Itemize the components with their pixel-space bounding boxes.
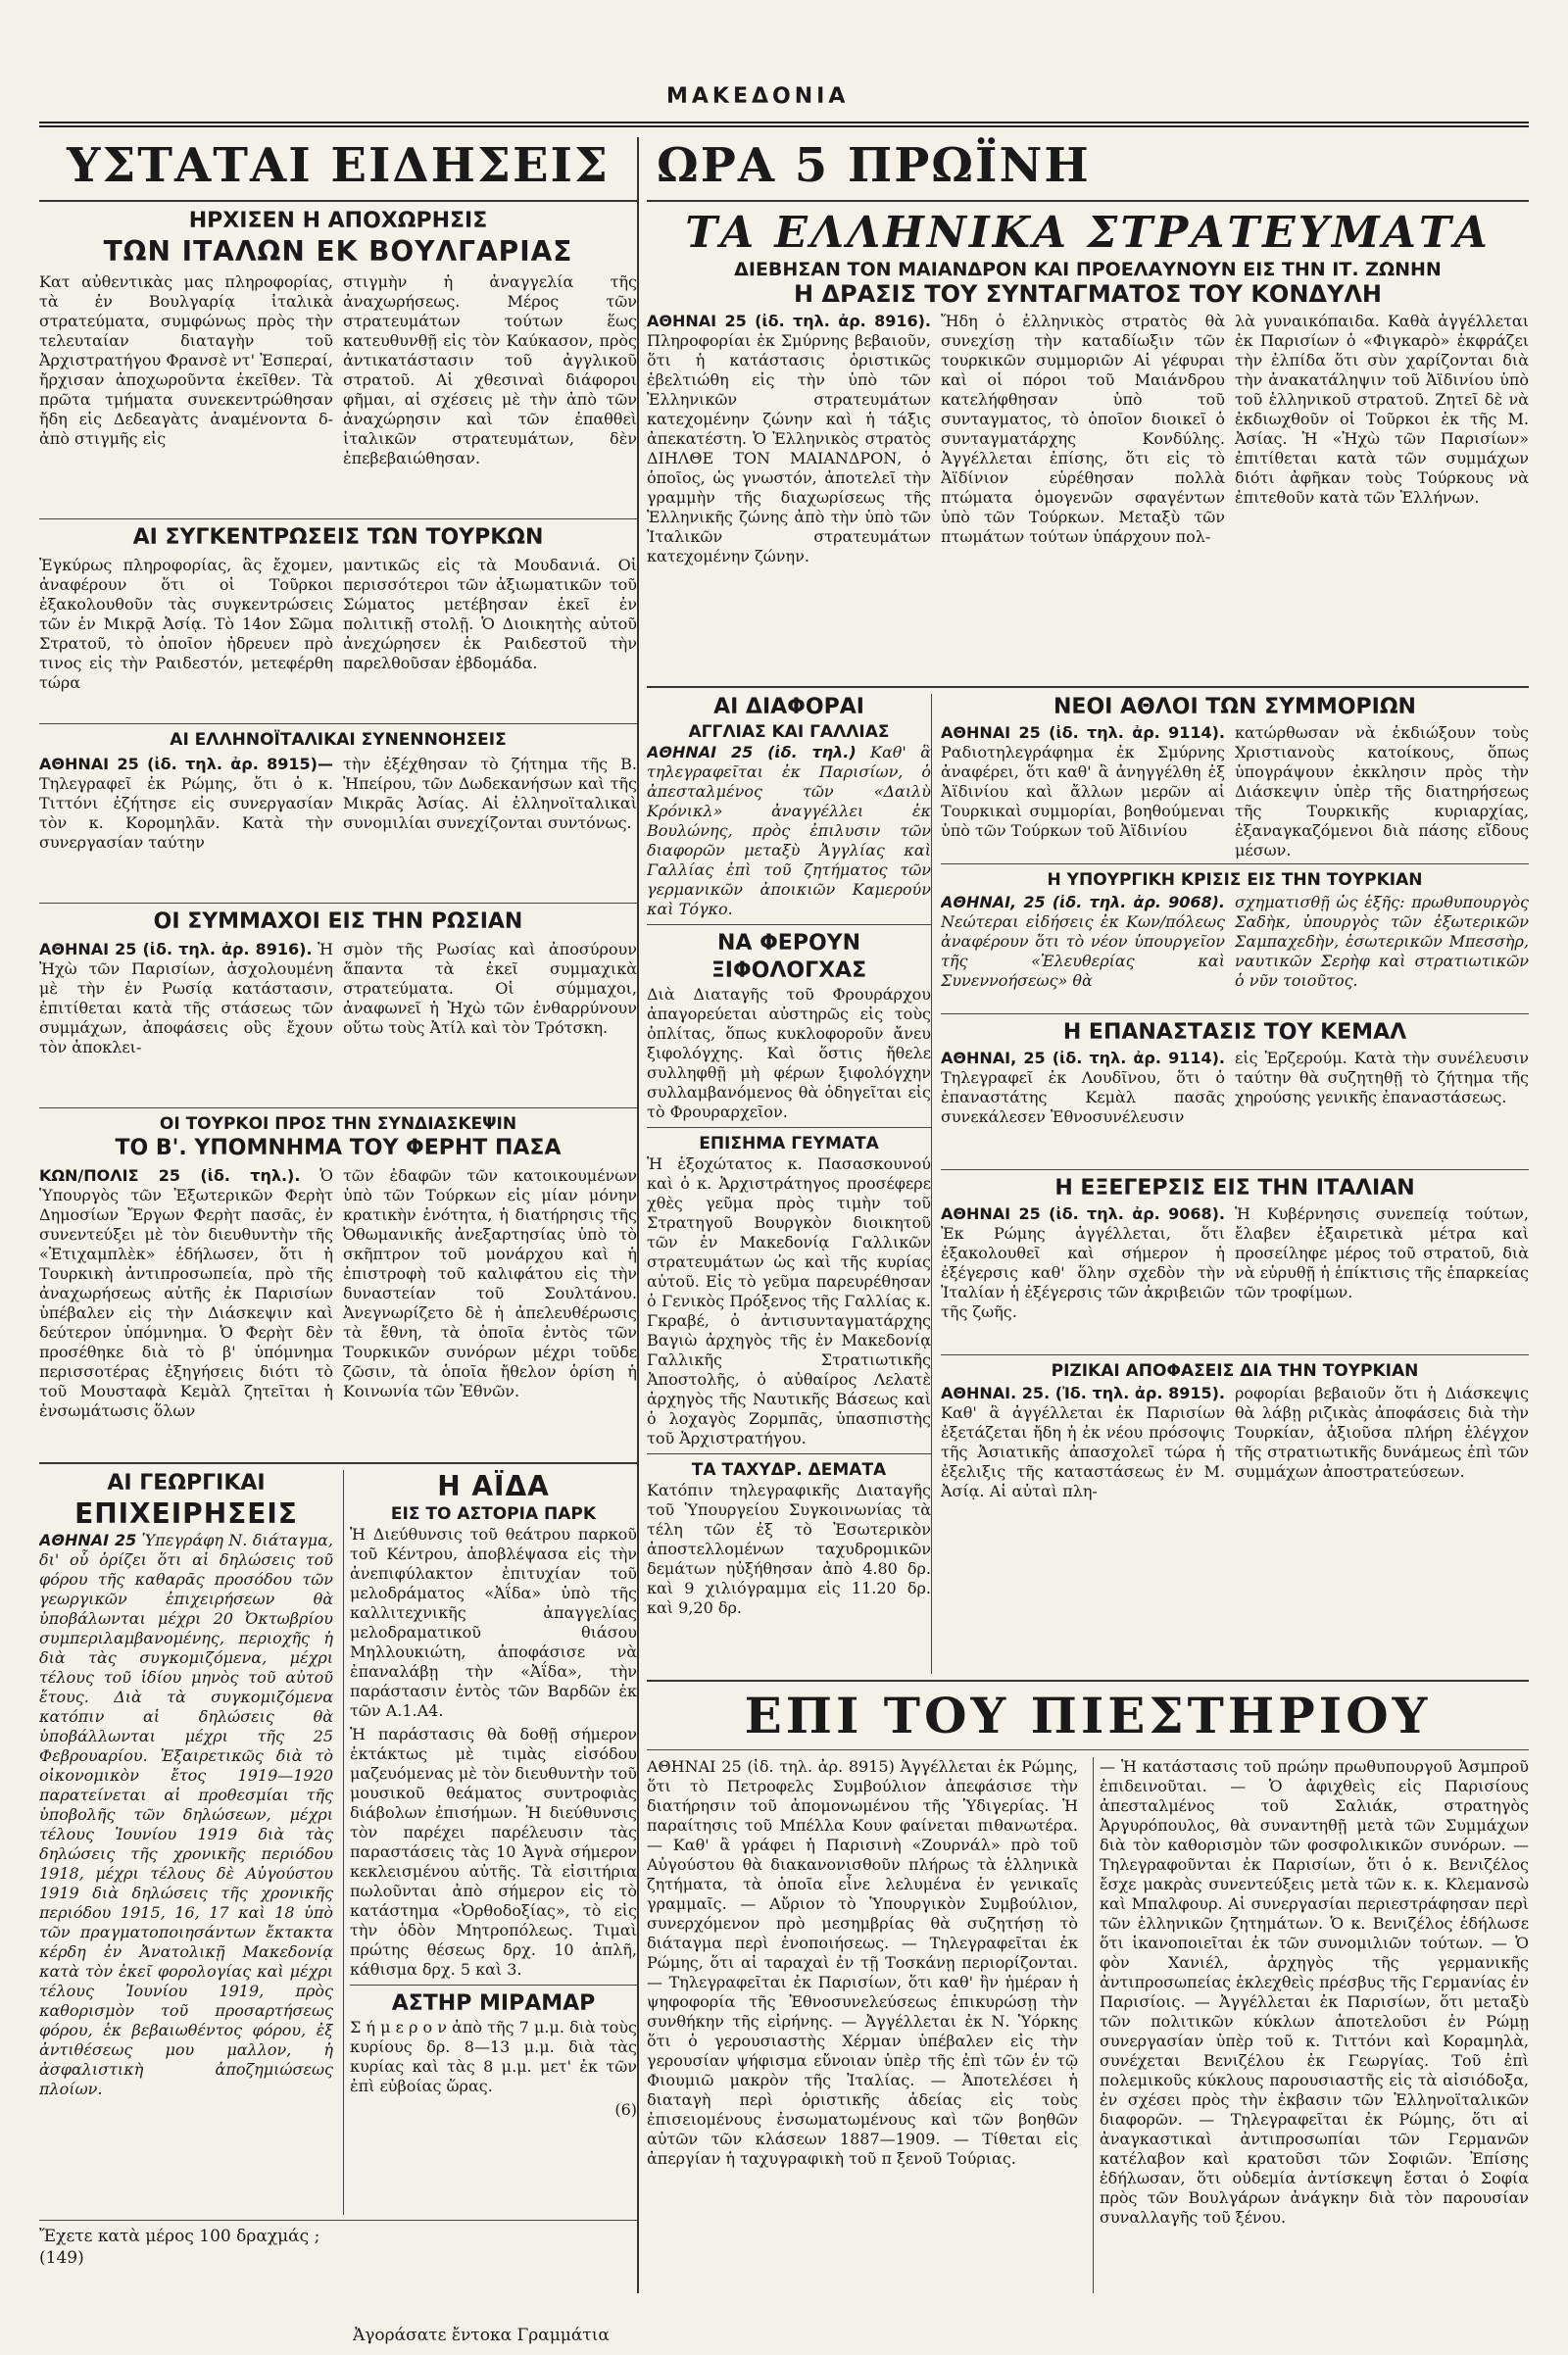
dateline: ΑΘΗΝΑΙ, 25 (ἰδ. τηλ. ἀρ. 9068).: [941, 893, 1225, 911]
article-text: ροφορίαι βεβαιοῦν ὅτι ἡ Διάσκεψις θὰ λάβῃ ριζικὰς ἀποφάσεις διὰ τὴν Τουρκίαν, ἀξιοῦσα πλήρη ἐλέγχον τῆς στρατιωτικῆς δυνάμεως ἐπὶ τῶν συμμάχων ἀποστρατεύσεων.: [1235, 1384, 1529, 1481]
article-text: Κατόπιν τηλεγραφικῆς Διαταγῆς τοῦ Ὑπουργείου Συγκοινωνίας τὰ τέλη τῶν ἐξ τὸ Ἐσωτερικὸν ἀποστελλομένων ταχυδρομικῶν δεμάτων ηὐξήθησαν ἀπὸ 4.80 δρ. καὶ 9 χιλιόγραμμα εἰς 11.20 δρ. καὶ 9,20 δρ.: [647, 1481, 931, 1617]
right-section-header: ΩΡΑ 5 ΠΡΩΪΝΗ: [657, 138, 1091, 193]
article-subheadline: ΑΓΓΛΙΑΣ ΚΑΙ ΓΑΛΛΙΑΣ: [688, 722, 890, 742]
article-text: Ἡ ἐξοχώτατος κ. Πασασκουνού καὶ ὁ κ. Ἀρχιστράτηγος προσέφερε χθὲς γεῦμα πρὸς τιμὴν τοῦ Στρατηγοῦ Βουργκὸν διοικητοῦ τῶν ἐν Μακεδονίᾳ Γαλλικῶν στρατευμάτων ὡς καὶ τῆς κυρίας αὐτοῦ. Εἰς τὸ γεῦμα παρευρέθησαν ὁ Γενικὸς Πρόξενος τῆς Γαλλίας κ. Γκραβέ, ὁ ἀντισυνταγματάρχης Βαγιὼ ἀρχηγὸς τῆς ἐν Μακεδονίᾳ Γαλλικῆς Στρατιωτικῆς Ἀποστολῆς, ὁ αὐθαίρος Λελατὲ ἀρχηγὸς τῆς Ναυτικῆς Βάσεως καὶ ὁ λοχαγὸς Ζορμπᾶς, ὑπασπιστὴς τοῦ Ἀρχιστρατήγου.: [647, 1154, 931, 1447]
article-column: [941, 1049, 1225, 1164]
divider: [941, 1169, 1529, 1170]
divider: [941, 863, 1529, 864]
article-text: εἰς Ἐρζερούμ. Κατὰ τὴν συνέλευσιν ταύτην θὰ συζητηθῇ τὸ ζήτημα τῆς χηρούσης γενικῆς ἐπαναστάσεως.: [1235, 1049, 1529, 1106]
divider: [350, 1985, 637, 1986]
footer-ad-number: (149): [39, 2248, 84, 2268]
article-headline: ΑΙ ΓΕΩΡΓΙΚΑΙ: [107, 1471, 266, 1496]
article-subheadline: ΕΠΙΧΕΙΡΗΣΕΙΣ: [74, 1497, 298, 1530]
article-column: [39, 940, 333, 1103]
article-text: σμὸν τῆς Ρωσίας καὶ ἀποσύρουν ἅπαντα τὰ ἐκεῖ συμμαχικὰ στρατεύματα. Οἱ σύμμαχοι, ἀναφωνεῖ ἡ Ἠχὼ τῶν ἐνθαρρύνουν οὕτω τοὺς Ἀτίλ καὶ τὸν Τρότσκη.: [343, 940, 637, 1037]
article-column: [343, 755, 637, 898]
article-column: [941, 1204, 1225, 1349]
article-headline: ΝΑ ΦΕΡΟΥΝ: [717, 931, 860, 956]
divider: [39, 723, 637, 724]
dateline: ΚΩΝ/ΠΟΛΙΣ 25 (ἰδ. τηλ.).: [39, 1166, 301, 1185]
ad-headline: ΑΣΤΗΡ ΜΙΡΑΜΑΡ: [391, 1991, 596, 2016]
article-column: [343, 1166, 637, 1456]
article-text: τὴν ἐξέχθησαν τὸ ζήτημα τῆς Β. Ἠπείρου, τῶν Δωδεκανήσων καὶ τῆς Μικρᾶς Ἀσίας. Αἱ ἑλληνοϊταλικαὶ συνομιλίαι συνεχίζονται συντόνως.: [343, 755, 637, 832]
article-text: λὰ γυναικόπαιδα. Καθὰ ἀγγέλλεται ἐκ Παρισίων ὁ «Φιγκαρὸ» ἐκφράζει τὴν ἐλπίδα ὅτι σὺν χαρίζονται διὰ τὴν ἀνακατάληψιν τοῦ Ἀϊδινίου ὑπὸ τοῦ ἑλληνικοῦ στρατοῦ. Ζητεῖ δὲ νὰ ἐκδιωχθοῦν οἱ Τοῦρκοι ἐκ τῆς Μ. Ἀσίας. Ἡ «Ἠχὼ τῶν Παρισίων» ἐπιτίθεται κατὰ τῶν συμμάχων διότι ἀφῆκαν τοὺς Τούρκους νὰ ἐπιτεθοῦν κατὰ τῶν Ἑλλήνων.: [1235, 312, 1529, 507]
article-column: [1235, 312, 1529, 680]
article-column: [647, 694, 932, 1674]
divider: [647, 1680, 1529, 1682]
article-headline: ΑΙ ΔΙΑΦΟΡΑΙ: [713, 695, 864, 719]
divider: [39, 903, 637, 904]
article-column: [343, 940, 637, 1103]
article-column: [1235, 1049, 1529, 1164]
article-text: Διὰ Διαταγῆς τοῦ Φρουράρχου ἀπαγορεύεται αὐστηρῶς εἰς τοὺς ὁπλίτας, ὅπως κυκλοφοροῦν ἄνευ ξιφολόγχης. Καὶ ὅστις ἤθελε συλληφθῇ μὴ φέρων ξιφολόγχην συλλαμβανόμενος θὰ ὁδηγεῖται εἰς τὸ Φρουραρχεῖον.: [647, 985, 931, 1121]
masthead: [39, 78, 1529, 127]
divider: [647, 1127, 931, 1128]
article-column: [1093, 1757, 1529, 2293]
article-text: Τηλεγραφεῖ ἐκ Λουδῖνου, ὅτι ὁ ἐπαναστάτης Κεμὰλ πασᾶς συνεκάλεσεν Ἐθνοσυνέλευσιν: [941, 1068, 1225, 1126]
article-text: Ὑπεγράφη Ν. διάταγμα, δι' οὗ ὁρίζει ὅτι αἱ δηλώσεις τοῦ φόρου τῆς καθαρᾶς προσόδου τῶν γεωργικῶν ἐπιχειρήσεων θὰ ὑποβάλωνται μέχρι 20 Ὀκτωβρίου συμπεριλαμβανομένης, περιοχῆς ἡ διὰ τὰς συγκομιζόμενα, μέχρι τέλους τοῦ ἰδίου μηνὸς τοῦ αὐτοῦ ἔτους. Διὰ τὰ συγκομιζόμενα κατόπιν αἱ δηλώσεις θὰ ὑποβάλλωνται μέχρι τῆς 25 Φεβρουαρίου. Ἐξαιρετικῶς διὰ τὸ οἰκονομικὸν ἔτος 1919—1920 παρατείνεται αἱ προθεσμίαι τῆς ὑποβολῆς τῶν δηλώσεων, μέχρι τέλους Ἰουνίου 1919 διὰ τὰς δηλώσεις τῆς χρονικῆς περιόδου 1918, μέχρι τέλους δὲ Αὐγούστου 1919 διὰ δηλώσεις τῆς χρονικῆς περιόδου 1915, 16, 17 καὶ 18 ὑπὸ τῶν πραγματοποιησάντων ἔκτακτα κέρδη ἐν Ἀνατολικῇ Μακεδονίᾳ κατὰ τὸν ἐκεῖ φορολογίας καὶ μέχρι τέλους Ἰουνίου 1919, πρὸς καθορισμὸν τοῦ προσαρτήσεως φόρου, ἐκ βεβαιωθέντος φόρου, ἐξ ἀντιθέσεως μου μαλλον, ἡ ἀσφαλιστικὴ ἀποζημιώσεως πλοίων.: [39, 1531, 333, 2098]
article-column: [39, 556, 333, 718]
article-column: [39, 1166, 333, 1456]
article-headline: ΗΡΧΙΣΕΝ Η ΑΠΟΧΩΡΗΣΙΣ: [188, 209, 488, 233]
article-column: [343, 1470, 637, 2215]
divider: [941, 1354, 1529, 1355]
divider: [39, 200, 637, 202]
article-column: [941, 312, 1225, 680]
article-text: Ἡ Ἠχὼ τῶν Παρισίων, ἀσχολουμένη μὲ τὴν ἐν Ρωσίᾳ κατάστασιν, ἐπιτίθεται κατὰ τῆς στάσεως τῶν συμμάχων, ἀποφάσεις οὓς ἔχουν τὸν ἀποκλει-: [39, 940, 333, 1056]
article-column: [941, 893, 1225, 1008]
left-column: [39, 137, 639, 2293]
article-column: [1235, 893, 1529, 1008]
article-headline: ΑΙ ΕΛΛΗΝΟΪΤΑΛΙΚΑΙ ΣΥΝΕΝΝΟΗΣΕΙΣ: [170, 730, 507, 750]
article-subheadline: ΞΙΦΟΛΟΓΧΑΣ: [710, 958, 867, 983]
article-headline: ΑΙ ΣΥΓΚΕΝΤΡΩΣΕΙΣ ΤΩΝ ΤΟΥΡΚΩΝ: [132, 525, 544, 550]
article-text: Νεώτεραι εἰδήσεις ἐκ Κων/πόλεως ἀναφέρουν ὅτι τὸ νέον ὑπουργεῖον τῆς «Ἐλευθερίας καὶ Συνεννοήσεως» θὰ: [941, 912, 1225, 990]
article-text: μαντικῶς εἰς τὰ Μουδανιά. Οἱ περισσότεροι τῶν ἀξιωματικῶν τοῦ Σώματος μετέβησαν ἐκεῖ ἐν πολιτικῇ στολῇ. Ὁ Διοικητὴς αὐτοῦ ἀνεχώρησεν ἐκ Ραιδεστοῦ τὴν παρελθοῦσαν ἑβδομάδα.: [343, 556, 637, 672]
footer-ad-line: Ἔχετε κατὰ μέρος 100 δραχμάς ;: [39, 2227, 320, 2246]
article-text: Ραδιοτηλεγράφημα ἐκ Σμύρνης ἀναφέρει, ὅτι καθ' ἃ ἀνηγγέλθη ἐξ Ἀϊδινίου καὶ ἄλλων μερῶν αἱ Τουρκικαὶ συμμορίαι, βοηθούμεναι ὑπὸ τῶν Τούρκων τοῦ Ἀϊδινίου: [941, 743, 1225, 840]
dateline: ΑΘΗΝΑΙ 25 (ἰδ. τηλ. ἀρ. 8915)—: [39, 755, 333, 773]
dateline: ΑΘΗΝΑΙ 25 (ἰδ. τηλ. ἀρ. 9068).: [941, 1204, 1225, 1223]
article-subheadline: ΤΟ Β'. ΥΠΟΜΝΗΜΑ ΤΟΥ ΦΕΡΗΤ ΠΑΣΑ: [115, 1136, 562, 1160]
article-column: [941, 1384, 1225, 1548]
dateline: ΑΘΗΝΑΙ 25 (ἰδ. τηλ. ἀρ. 8916).: [647, 312, 931, 330]
divider: [647, 924, 931, 925]
main-headline: ΤΑ ΕΛΛΗΝΙΚΑ ΣΤΡΑΤΕΥΜΑΤΑ: [685, 208, 1491, 258]
article-headline: Η ΕΞΕΓΕΡΣΙΣ ΕΙΣ ΤΗΝ ΙΤΑΛΙΑΝ: [1054, 1176, 1415, 1201]
divider: [647, 200, 1529, 202]
article-headline: ΝΕΟΙ ΑΘΛΟΙ ΤΩΝ ΣΥΜΜΟΡΙΩΝ: [1054, 695, 1416, 719]
article-headline: ΟΙ ΣΥΜΜΑΧΟΙ ΕΙΣ ΤΗΝ ΡΩΣΙΑΝ: [153, 909, 523, 934]
dateline: ΑΘΗΝΑΙ, 25 (ἰδ. τηλ. ἀρ. 9114).: [941, 1049, 1225, 1067]
article-text: Κατ αὐθεντικὰς μας πληροφορίας, τὰ ἐν Βουλγαρίᾳ ἰταλικὰ στρατεύματα, συμφώνως πρὸς τὴν τελευταίαν διαταγὴν τοῦ Ἀρχιστρατήγου Φρανσὲ ντ' Ἐσπεραί, ἤρχισαν ἀποχωροῦντα ἐκεῖθεν. Τὰ πρῶτα τμήματα συνεκεντρώθησαν ἤδη εἰς Δεδεαγὰτς ἀναμένοντα δ- ἀπὸ στιγμῆς εἰς: [39, 272, 333, 448]
ad-text: Σ ή μ ε ρ ο ν ἀπὸ τῆς 7 μ.μ. διὰ τοὺς κυρίους δρ. 8—13 μ.μ. διὰ τὰς κυρίας καὶ τὰς 8 μ.μ. μετ' ἐκ τῶν ἐπὶ εὐβοίας ὥρας.: [350, 2018, 637, 2095]
article-text: Ἡ παράστασις θὰ δοθῇ σήμερον ἐκτάκτως μὲ τιμὰς εἰσόδου μαζευόμενας μὲ τὸν διευθυντὴν τοῦ μουσικοῦ θεάματος συντροφιὰς διάβολων ἐπισήμων. Ἡ διεύθυνσις τὸν παρέχει παρέλευσιν τὰς παραστάσεις τὰς 10 Ἀγνὰ σήμερον κεκλεισμένου αὐτῆς. Τὰ εἰσιτήρια πωλοῦνται ἀπὸ σήμερον εἰς τὸ κατάστημα «Ὀρθοδοξίας», τὸ εἰς τὴν ὁδὸν Μητροπόλεως. Τιμαὶ πρώτης θέσεως δρχ. 10 ἀπλῆ, κάθισμα δρχ. 5 καὶ 3.: [350, 1725, 637, 1979]
article-text: στιγμὴν ἡ ἀναγγελία τῆς ἀναχωρήσεως. Μέρος τῶν στρατευμάτων τούτων ἕως κατευθυνθῇ εἰς τὸν Καύκασον, πρὸς ἀντικατάστασιν τοῦ ἀγγλικοῦ στρατοῦ. Αἱ χθεσιναὶ διάφοροι φῆμαι, αἱ σχέσεις μὲ τὴν ἀπὸ τῶν ἀναχώρησιν καὶ τῶν ἐπαθθεὶ ἰταλικῶν στρατευμάτων, δὲν ἐπεβεβαιώθησαν.: [343, 272, 637, 467]
article-text: κατώρθωσαν νὰ ἐκδιώξουν τοὺς Χριστιανοὺς κατοίκους, ὅπως ὑπογράψουν ἐκκλησιν πρὸς τὴν Διάσκεψιν ὑπὲρ τῆς διατηρήσεως τῆς Τουρκικῆς κυριαρχίας, ἐξαναγκαζόμενοι διὰ πάσης εἴδους μέσων.: [1235, 723, 1529, 859]
article-headline: Η ΕΠΑΝΑΣΤΑΣΙΣ ΤΟΥ ΚΕΜΑΛ: [1062, 1020, 1407, 1045]
dateline: ΑΘΗΝΑΙ 25 (ἰδ. τηλ.): [647, 743, 857, 761]
article-text: Ὁ Ὑπουργὸς τῶν Ἐξωτερικῶν Φερὴτ Δημοσίων Ἔργων Φερὴτ πασᾶς, ἐν συνεντεύξει μὲ τὸν διευθυντὴν τῆς «Ἐτιχαμπλὲκ» ἐδήλωσεν, ὅτι ἡ Τουρκικὴ ἀντιπροσωπεία, πρὸ τῆς ἀναχωρήσεως αὐτῆς ἐκ Παρισίων ὑπέβαλεν εἰς τὴν Διάσκεψιν καὶ δεύτερον ὑπόμνημα. Ὁ Φερὴτ δὲν προσέθηκε διὰ τὸ β' ὑπόμνημα περισσοτέρας ἐξηγήσεις διότι τὸ τοῦ Μουσταφὰ Κεμὰλ ζητεῖται ἡ ἐνσωμάτωσις ὅλων: [39, 1166, 333, 1420]
main-subheadline: ΔΙΕΒΗΣΑΝ ΤΟΝ ΜΑΙΑΝΔΡΟΝ ΚΑΙ ΠΡΟΕΛΑΥΝΟΥΝ ΕΙΣ ΤΗΝ ΙΤ. ΖΩΝΗΝ: [734, 259, 1442, 280]
main-subheadline-2: Η ΔΡΑΣΙΣ ΤΟΥ ΣΥΝΤΑΓΜΑΤΟΣ ΤΟΥ ΚΟΝΔΥΛΗ: [793, 280, 1383, 308]
article-column: [39, 755, 333, 898]
article-text: Ἐκ Ρώμης ἀγγέλλεται, ὅτι ἐξακολουθεῖ καὶ σήμερον ἡ ἐξέγερσις καθ' ὅλην σχεδὸν τὴν Ἰταλίαν ἡ ἐξέγερσις τῶν ἀκριβειῶν τῆς ζωῆς.: [941, 1224, 1225, 1321]
article-column-wide: [941, 694, 1529, 1674]
article-text: Ἐγκύρως πληροφορίας, ἃς ἔχομεν, ἀναφέρουν ὅτι οἱ Τοῦρκοι ἐξακολουθοῦν τὰς συγκεντρώσεις τῶν ἐν Μικρᾷ Ἀσίᾳ. Τὸ 14ον Σῶμα Στρατοῦ, τὸ ὁποῖον ἠδρευεν πρὸ τινος εἰς τὴν Ραιδεστόν, μετεφέρθη τώρα: [39, 556, 333, 692]
divider: [39, 2220, 637, 2221]
article-text: Πληροφορίαι ἐκ Σμύρνης βεβαιοῦν, ὅτι ἡ κατάστασις ὁριστικῶς ἐβελτιώθη εἰς τὴν ὑπὸ τῶν Ἑλληνικῶν στρατευμάτων κατεχομένην ζώνην καὶ ἡ τάξις ἀπεκατέστη. Ὁ Ἑλληνικὸς στρατὸς ΔΙΗΛΘΕ ΤΟΝ ΜΑΙΑΝΔΡΟΝ, ὁ ὁποῖος, ὡς γνωστόν, ἀποτελεῖ τὴν γραμμὴν τῆς διαχωρίσεως τῆς Ἑλληνικῆς ζώνης ἀπὸ τὴν ὑπὸ τῶν Ἰταλικῶν στρατευμάτων κατεχομένην ζώνην.: [647, 331, 931, 565]
dateline: ΑΘΗΝΑΙ. 25. (Ἰδ. τηλ. ἀρ. 8915).: [941, 1384, 1225, 1402]
article-subheadline: ΕΙΣ ΤΟ ΑΣΤΟΡΙΑ ΠΑΡΚ: [390, 1504, 597, 1524]
dateline: ΑΘΗΝΑΙ 25 (ἰδ. τηλ. ἀρ. 8916).: [39, 940, 313, 958]
divider: [39, 1462, 637, 1464]
article-text: ΑΘΗΝΑΙ 25 (ἰδ. τηλ. ἀρ. 8915) Ἀγγέλλεται ἐκ Ρώμης, ὅτι τὸ Πετροφελς Συμβούλιον ἀπεφάσισε τὴν διατήρησιν τοῦ ἀπομονωμένου τῆς Ὑδιγερίας. Ἡ παραίτησις τοῦ Μπέλλα Κουν φαίνεται πιθανωτέρα. — Καθ' ἃ γράφει ἡ Παρισινὴ «Ζουρνάλ» πρὸ τοῦ Αὐγούστου θὰ διακανονισθοῦν πλήρως τὰ ἑλληνικὰ ζητήματα, τὰ ὁποῖα εἶνε λελυμένα ἐν γενικαῖς γραμμαῖς. — Αὔριον τὸ Ὑπουργικὸν Συμβούλιον, συνερχόμενον πρὸ μεσημβρίας θὰ συζητήσῃ τὸ διάταγμα περὶ ἑνοποιήσεως. — Τηλεγραφεῖται ἐκ Ρώμης, ὅτι αἱ ταραχαὶ ἐν τῇ Τοσκάνῃ περιορίζονται. — Τηλεγραφεῖται ἐκ Παρισίων, ὅτι καθ' ἣν ἡμέραν ἡ ψηφοφορία τῆς Ἐθνοσυνελεύσεως ἐπικυρώσῃ τὴν συνθήκην τῆς εἰρήνης. — Ἀγγέλλεται ἐκ Ν. Ὑόρκης ὅτι ὁ γερουσιαστὴς Χέρμαν ὑπέβαλεν εἰς τὴν γερουσίαν ψήφισμα εὔνοιαν ὑπὲρ τῆς ἐπὶ τῶν ἐν τῷ Φιουμιῶ μακρὸν τῆς Ἰταλίας. — Ἀποτελέσει ἡ διαταγὴ περὶ ὁριστικῆς ἀδείας εἰς τοὺς ἐπισειομένους ἐνσωματωμένους καὶ τῶν βοηθῶν αὐτῶν τῶν κλάσεων 1887—1909. — Τίθεται εἰς ἀπεργίαν ἡ ταχυγραφικὴ τοῦ π ξενοῦ Τούριας.: [647, 1757, 1078, 2168]
left-section-header: ΥΣΤΑΤΑΙ ΕΙΔΗΣΕΙΣ: [67, 138, 610, 193]
divider: [647, 1453, 931, 1454]
article-text: Τηλεγραφεῖ ἐκ Ρώμης, ὅτι ὁ κ. Τιττόνι ἐζήτησε εἰς συνεργασίαν τὸν κ. Κορομηλᾶν. Κατὰ τὴν συνεργασίαν ταύτην: [39, 774, 333, 852]
dateline: ΑΘΗΝΑΙ 25 (ἰδ. τηλ. ἀρ. 9114).: [941, 723, 1225, 742]
article-text: — Ἡ κατάστασις τοῦ πρώην πρωθυπουργοῦ Ἀσμπροῦ ἐπιδεινοῦται. — Ὁ ἀφιχθεὶς εἰς Παρισίους ἀπεσταλμένος τοῦ Σαλιάκ, στρατηγὸς Ἀργυρόπουλος, θὰ συναντηθῇ μετὰ τῶν Συμμάχων διὰ τὸν καθορισμὸν τῶν φοσφολικικῶν συνόρων. — Τηλεγραφοῦνται ἐκ Παρισίων, ὅτι ὁ κ. Βενιζέλος ἔσχε μακρὰς συνεντεύξεις μετὰ τῶν κ. κ. Κλεμανσὼ καὶ Μπαλφουρ. Αἱ συνεργασίαι περιεστράφησαν περὶ τῶν ἑλληνικῶν ζητημάτων. Ὁ κ. Βενιζέλος ἐδήλωσε ὅτι ἱκανοποιεῖται ἐκ τῶν συνομιλιῶν τούτων. — Ὁ φὸν Χανιέλ, ἀρχηγὸς τῆς γερμανικῆς ἀντιπροσωπείας ἐκλεχθεὶς πρέσβυς τῆς Γερμανίας ἐν Παρισίοις. — Ἀγγέλλεται ἐκ Παρισίων, ὅτι μεταξὺ τῶν πολιτικῶν κύκλων ἀποτελοῦσι ἐν Ρώμῃ συνεργασίαν ὑπὲρ τοῦ κ. Τιττόνι καὶ Κοραμηλὰ, συνέχεται Βενιζέλου ἐκ Γεωργίας. Τοῦ ἐπὶ πολεμικοῦς κύκλους παρουσιαστῆς εἰς τὰ αἰσιόδοξα, ἐν σχέσει πρὸς τὴν ἐκβασιν τῶν Ἑλληνοϊταλικῶν διαφορῶν. — Τηλεγραφεῖται ἐκ Ρώμης, ὅτι αἱ ἀναγκαστικαὶ ἀντιπροσωπίαι τῶν Γερμανῶν κατέλαβον καὶ κρατοῦσι τῶν Σοφιῶν. Ἐπίσης ἐδήλωσαν, ὅτι οὐδεμία ἀντίσκεψη ἔσται ὁ Σοφία πρὸς τῶν Βουλγάρων ἀνάγκην διὰ τὸν παρουσίαν συναλλαγῆς τοῦ ξένου.: [1100, 1757, 1529, 2227]
article-text: Καθ' ἃ ἀγγέλλεται ἐκ Παρισίων ἐξετάζεται ἤδη ἡ ἐκ νέου πρόσοψις τῆς Ἀσιατικῆς ἀπασχολεῖ τώρα ἡ ἐξελιξις τῆς καταστάσεως ἐν Μ. Ἀσίᾳ. Αἱ αὐταὶ πλη-: [941, 1403, 1225, 1500]
divider: [647, 686, 1529, 688]
article-column: [39, 272, 333, 514]
article-headline: ΟΙ ΤΟΥΡΚΟΙ ΠΡΟΣ ΤΗΝ ΣΥΝΔΙΑΣΚΕΨΙΝ: [159, 1114, 517, 1134]
masthead-title: ΜΑΚΕΔΟΝΙΑ: [666, 84, 850, 109]
article-headline: ΤΑ ΤΑΧΥΔΡ. ΔΕΜΑΤΑ: [691, 1460, 887, 1480]
divider: [941, 1013, 1529, 1014]
article-column: [647, 1757, 1078, 2293]
article-text: Ἡ Κυβέρνησις συνεπείᾳ τούτων, ἔλαβεν ἐξαιρετικὰ μέτρα καὶ προσείληφε μέρος τοῦ στρατοῦ, διὰ νὰ εὐρυθῇ ἡ ἐπίκτισις τῆς ἐπαρκείας τῶν τροφίμων.: [1235, 1204, 1529, 1301]
article-column: [647, 312, 931, 680]
article-subheadline: ΤΩΝ ΙΤΑΛΩΝ ΕΚ ΒΟΥΛΓΑΡΙΑΣ: [103, 235, 573, 268]
divider: [647, 1749, 1529, 1750]
article-column: [1235, 723, 1529, 859]
article-text: Καθ' ἃ τηλεγραφεῖται ἐκ Παρισίων, ὁ ἀπεσταλμένος τῶν «Δαιλὺ Κρόνικλ» ἀναγγέλλει ἐκ Βουλώνης, πρὸς ἐπιλυσιν τῶν διαφορῶν μεταξὺ Ἀγγλίας καὶ Γαλλίας ἐπὶ τοῦ ζητήματος τῶν γερμανικῶν ἀποικιῶν Καμερούν καὶ Τόγκο.: [647, 743, 931, 918]
article-column: [343, 556, 637, 718]
article-column: [39, 1470, 333, 2215]
press-section-header: ΕΠΙ ΤΟΥ ΠΙΕΣΤΗΡΙΟΥ: [744, 1687, 1432, 1744]
dateline: ΑΘΗΝΑΙ 25: [39, 1531, 137, 1549]
article-headline: Η ΑΪΔΑ: [437, 1470, 550, 1502]
article-text: τῶν ἐδαφῶν τῶν κατοικουμένων ὑπὸ τῶν Τούρκων εἰς μίαν μόνην κρατικὴν ἑνότητα, ἡ διατήρησις τῆς Ὀθωμανικῆς ἀνεξαρτησίας ὑπὸ τὸ σκῆπτρον τοῦ μονάρχου καὶ ἡ ἐπιστροφὴ τοῦ καλιφάτου εἰς τὴν δυναστείαν τοῦ Σουλτάνου. Ἀνεγνωρίζετο δὲ ἡ ἀπελευθέρωσις τὰ ἔθνη, τὰ ὁποῖα ἐντὸς τῶν Τουρκικῶν συνόρων μέχρι τοῦδε ζῶσιν, τὰ ὁποῖα ἤθελον ὁρίση ἡ Κοινωνία τῶν Ἐθνῶν.: [343, 1166, 637, 1400]
article-column: [1235, 1384, 1529, 1548]
article-headline: ΕΠΙΣΗΜΑ ΓΕΥΜΑΤΑ: [699, 1134, 879, 1153]
article-headline: ΡΙΖΙΚΑΙ ΑΠΟΦΑΣΕΙΣ ΔΙΑ ΤΗΝ ΤΟΥΡΚΙΑΝ: [1051, 1361, 1419, 1381]
divider: [39, 1107, 637, 1108]
article-text: σχηματισθῇ ὡς ἑξῆς: πρωθυπουργὸς Σαδὴκ, ὑπουργὸς τῶν ἐξωτερικῶν Σαμπαχεδὴν, ἐσωτερικῶν Μπεσσὴρ, ναυτικῶν Σερὴφ καὶ στρατιωτικῶν ὁ νῦν τοιοῦτος.: [1235, 893, 1529, 990]
article-text: Ἡ Διεύθυνσις τοῦ θεάτρου παρκοῦ τοῦ Κέντρου, ἀποβλέψασα εἰς τὴν ἀνεπιφύλακτον ἐπιτυχίαν τοῦ μελοδράματος «Ἀΐδα» ὑπὸ τῆς καλλιτεχνικῆς ἀπαγγελίας μελοδραματικοῦ θιάσου Μηλλουκιώτη, ἀποφάσισε νὰ ἐπαναλάβῃ τὴν «Ἀΐδα», τὴν παράστασιν ἐντὸς τῶν Βαρδῶν ἐκ τῶν Α.1.Α4.: [350, 1525, 637, 1720]
article-headline: Η ΥΠΟΥΡΓΙΚΗ ΚΡΙΣΙΣ ΕΙΣ ΤΗΝ ΤΟΥΡΚΙΑΝ: [1047, 870, 1423, 890]
article-text: Ἤδη ὁ ἑλληνικὸς στρατὸς θὰ συνεχίσῃ τὴν καταδίωξιν τῶν τουρκικῶν συμμοριῶν Αἱ γέφυραι καὶ οἱ πόροι τοῦ Μαιάνδρου κατελήφθησαν ὑπὸ τοῦ συνταγματος, τὸ ὁποῖον διοικεῖ ὁ συνταγματάρχης Κονδύλης. Ἀγγέλλεται ἐπίσης, ὅτι εἰς τὸ Ἀϊδίνιον εὑρέθησαν πολλὰ πτώματα ὁμογενῶν σφαγέντων ὑπὸ τῶν Τούρκων. Μεταξὺ τῶν πτωμάτων τούτων ὑπάρχουν πολ-: [941, 312, 1225, 546]
divider: [39, 518, 637, 519]
right-column: [647, 137, 1529, 2293]
ad-number: (6): [614, 2100, 637, 2119]
article-column: [1235, 1204, 1529, 1349]
article-column: [941, 723, 1225, 859]
footer-ad-line: Ἀγοράσατε ἔντοκα Γραμμάτια: [353, 2326, 610, 2345]
article-column: [343, 272, 637, 514]
